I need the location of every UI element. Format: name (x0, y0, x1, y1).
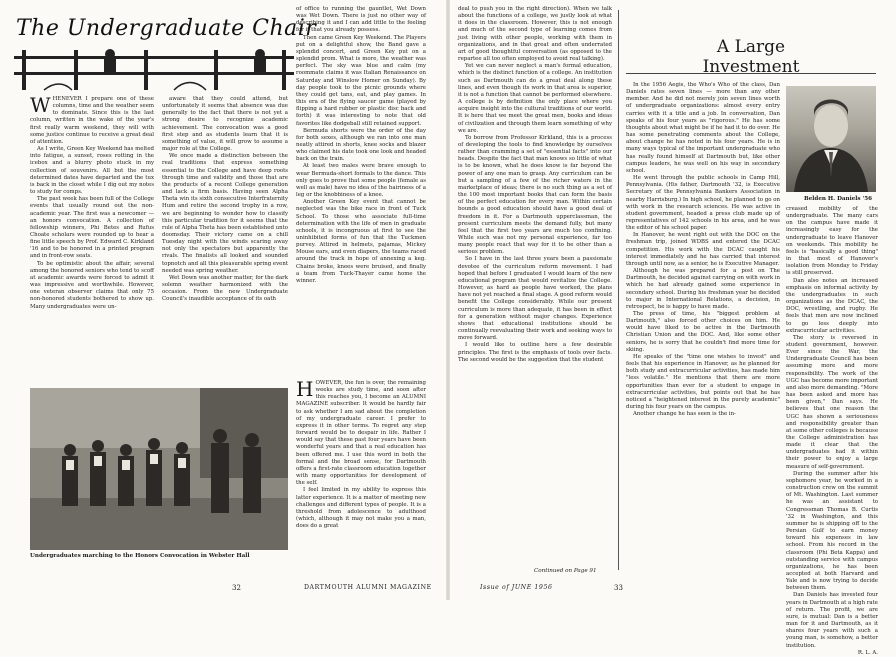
paragraph: creased mobility of the undergraduate. The many cars on the campus have made it increasingly easy for the undergraduate to leave Hanover on weekends. This mobility he feels is "basically a good thing" in that most of Hanover's isolation from Monday to Friday is still preserved. (786, 206, 878, 277)
paragraph: I feel limited in my ability to express this latter experience. It is a matter of meeting new challenges and different types of people. It is a threshold from adolescence to adulthood (which, although it may not make you a man, does do a great (296, 487, 426, 530)
paragraph: aware that they could attend, but unfortunately it seems that absence was due generally to the fact that there is not yet a strong desire to recognize academic achievement. The convocation was a good first step and as students learn that it is something of value, it will grow to assume a major role at the College. (162, 96, 288, 153)
left-page (0, 0, 448, 600)
drop-cap: W (30, 93, 51, 117)
paragraph: Bermuda shorts were the order of the day for both sexes, although we ran into one man neatly attired in shorts, knee socks and blazer who claimed his date took one look and headed back on the train. (296, 127, 426, 163)
paragraph: The press of time, his "biggest problem at Dartmouth," also forced other choices on him. He would have liked to be active in the Dartmouth Christian Union and the DOC. And, like some other seniors, he is sorry that he couldn't find more time for skiing. (626, 311, 780, 353)
paragraph: Another Green Key event that cannot be neglected was the bike race in front of Tuck School. To those who associate full-time determination with the life of men in graduate schools, it is incongruous at first to see the uninhibited forms of fun that the Tuckmen purvey. Attired in helmets, pajamas, Mickey Mouse ears, and even diapers, the teams raced around the track in hope of annexing a keg. Chains broke, knees were bruised, and finally a team from Tuck-Thayer came home the winner. (296, 199, 426, 284)
page-number: 32 (232, 584, 241, 592)
paragraph: Wet Down was another matter, for the dark solemn weather harmonized with the occasion. From the new Undergraduate Council's inaudible acceptance of its oath (162, 274, 288, 303)
drop-cap: H (296, 377, 314, 401)
left-column-2 (162, 96, 288, 382)
continued-note: Continued on Page 91 (534, 568, 597, 574)
article-title-line-2: Investment (702, 57, 800, 77)
box-rule-left (618, 10, 619, 570)
article-heading (626, 12, 876, 77)
photo-caption: Undergraduates marching to the Honors Convocation in Webster Hall (30, 553, 250, 559)
paragraph: To be optimistic about the affair, several among the honored seniors who tend to scoff at academic awards were forced to admit it was impressive and worthwhile. However, one veteran observer claims that only 75 non-honored students bothered to show up. Many undergraduates were un- (30, 260, 154, 310)
paragraph: Another change he has seen is the in- (633, 411, 736, 418)
portrait-photo (786, 86, 876, 192)
paragraph: OWEVER, the fun is over, the remaining weeks are study time, and soon after this reaches you, I become an ALUMNI MAGAZINE subscriber. It would be hardly fair to ask whether I am sad about the completion of my undergraduate career. I prefer to express it in other terms. To regret any step forward would be to despair in life. Rather I would say that these past four years have been wonderful years and that a real education has been offered me. I use this word in both the formal and the broad sense, for Dartmouth offers a first-rate classroom education together with many opportunities for development of the self. (296, 380, 426, 487)
right-column-3 (786, 206, 879, 656)
left-column-3-continuation (296, 377, 426, 576)
portrait-caption: Belden H. Daniels '56 (804, 196, 873, 202)
paragraph: In Hanover, he went right out with the DOC on the freshman trip, joined WDBS and entered the DCAC competition. His work with the DCAC caught his interest immediately and he has carried that interest through until now, as a senior, he is Executive Manager. (626, 232, 780, 267)
paragraph: During the summer after his sophomore year, he worked in a construction crew on the summit of Mt. Washington. Last summer he was an assistant to Congressman Thomas B. Curtis '32 in Washington, and this summer he is shipping off to the Persian Gulf to earn money toward his expenses in law school. From his record in the classroom (Phi Beta Kappa) and outstanding service with campus organizations, he has been accepted at both Harvard and Yale and is now trying to decide between them. (786, 470, 878, 592)
paragraph: In the 1956 Aegis, the Who's Who of the class, Dan Daniels rates seven lines — more than any other member. And he did not merely join seven lines worth of undergraduate organizations: almost every entry carries with it a title and a job. In conversation, Dan speaks of his four years as "rigorous." He has some thoughts about what might be if he had it to do over. He has some penetrating comments about the College, about change he has noted in his four years. He is in many ways typical of the important undergraduate who has really found himself at Dartmouth but, like other campus leaders, he was well on his way in secondary school. (626, 82, 780, 174)
magazine-footer: DARTMOUTH ALUMNI MAGAZINE (304, 584, 432, 591)
portrait-image (786, 86, 876, 192)
paragraph: He speaks of the "time one wishes to invest" and feels that his experience in Hanover, as he planned for both study and extracurricular activities, has made him "less volatile." He mentions that there are more opportunities than ever for a student to engage in extracurricular activities, but points out that he has noticed a "heightened interest in the purely academic" during his four years on the campus. (626, 353, 780, 411)
author-initials: R. L. A. (857, 649, 878, 656)
paragraph: Although he was prepared for a post on The Dartmouth, he decided against carrying on with work in which he had already gained some experience in secondary school. During his freshman year he decided to major in International Relations, a decision, in retrospect, he is happy to have made. (626, 268, 780, 310)
paragraph: I would like to outline here a few desirable principles. The first is the emphasis of tools over facts. The second would be the suggestion that the student (458, 342, 612, 363)
paragraph: The story is reversed in student government, however. Ever since the War, the Undergraduate Council has been assuming more and more responsibility. The work of the UGC has become more important and also more demanding. "More has been asked and more has been given," Dan says. He believes that one reason the UGC has shown a seriousness and responsibility greater than at some other colleges is because the College administration has made it clear that the undergraduates had it within their power to enjoy a large measure of self-government. (786, 334, 879, 470)
left-column-3 (296, 6, 426, 378)
convocation-photo (30, 388, 288, 550)
page-number: 33 (614, 584, 623, 592)
issue-footer: Issue of JUNE 1956 (480, 584, 553, 591)
paragraph: As I write, Green Key Weekend has melted into fatigue, a sunset, roses rotting in the icebox and a blurry photo stuck in my collection of souvenirs. All but the most determined dates have departed and the tux is back in the closet while I dig out my notes to study for comps. (30, 146, 154, 196)
column-title: The Undergraduate Chair (16, 16, 317, 41)
paragraph: We once made a distinction between the real traditions that express something essential to the College and have deep roots through time and validity and those that are the products of a recent College generation and lack a firm basis. Having seen Alpha Theta win its sixth consecutive Interfraternity Hum and retire the second trophy in a row, we are beginning to wonder how to classify this particular tradition for it seems that the rule of Alpha Theta has been established unto doomsday. Their victory came on a chill Tuesday night with the winds scaring away not only the spectators but apparently the rivals. The finalists all looked and sounded topnotch and all this pleasurable spring event needed was spring weather. (162, 153, 288, 274)
left-column-1 (30, 93, 154, 382)
article-title-line-1: A Large (716, 37, 786, 57)
paragraph: The past week has been full of the College events that usually round out the non-academic year. The first was a newcomer — an honors convocation. A collection of fellowship winners, Phi Betes and Rufus Choate scholars were rounded up to hear a fine little speech by Prof. Edward C. Kirkland '16 and to be honored in a printed program and in front-row seats. (30, 196, 154, 260)
right-page (448, 0, 896, 656)
paragraph: Then came Green Key Weekend. The Players put on a delightful show, the Band gave a splendid concert, and Green Key put on a splendid prom. What is more, the weather was perfect. The sky was blue and calm (my roommate claims it was Italian Renaissance on Saturday and Winslow Homer on Sunday). By day people took to the picnic grounds where they could get tans, eat, and play games. In this era of the flying saucer game (played by flipping a hard rubber or plastic disc back and forth) it was interesting to note that old favorites like dodgeball still retained support. (296, 34, 426, 127)
paragraph: HENEVER I prepare one of these columns, time and the weather seem to dominate. Since this is the last column, written in the wake of the year's first really warm weekend, they will with some justice continue to receive a great deal of attention. (30, 96, 154, 145)
paragraph: At least two males were brave enough to wear Bermuda-short formals to the dance. This only goes to prove that some people (female as well as male) have no idea of the hairiness of a leg or the knobbiness of a knee. (296, 163, 426, 199)
paragraph: He went through the public schools in Camp Hill, Pennsylvania. (His father, Dartmouth '32, is Executive Secretary of the Pennsylvania Bankers Association in nearby Harrisburg.) In high school, he planned to go on with work in the research sciences. He was active in student government, headed a press club made up of representatives of 142 schools in his area, and he was the editor of his school paper. (626, 175, 780, 232)
paragraph: Yet we can never neglect a man's formal education, which is the distinct function of a college. An institution such as Dartmouth can do a great deal along these lines, and even though its work in that area is superior, it is not a function that cannot be performed elsewhere. A college is by definition the only place where you acquire insight into the cultural traditions of our world. It is here that we meet the great men, books and ideas of civilization and through them learn something of why we are. (458, 63, 612, 134)
paragraph: Dan also notes an increased emphasis on informal activity by the undergraduates in such organizations as the DCAC, the DOC, wrestling, and rugby. He feels that men are now inclined to go less deeply into extracurricular activities. (786, 277, 878, 334)
paragraph: To borrow from Professor Kirkland, this is a process of developing the tools to find knowledge by ourselves rather than cramming a set of "essential facts" into our heads. Despite the fact that man knows so little of what is to be known, what he does know is far beyond the power of any one man to grasp. Any curriculum can be but a sampling of a few of the richer waters in the marketplace of ideas; there is no such thing as a set of the 100 most important books that can form the basis of the perfect education for every man. Within certain bounds a good education should have a good deal of freedom in it. For a Dartmouth upperclassman, the present curriculum meets the demand fully, but many feel that the first two years are much too confining. While such was not my personal experience, far too many people react that way for it to be other than a serious problem. (458, 134, 612, 256)
right-column-1 (458, 6, 612, 566)
paragraph: So I have in the last three years been a passionate devotee of the curriculum reform movement. I had hoped that before I graduated I would learn of the new educational program that would revitalize the College. However, as hard as people have worked, the plans have not yet reached a final stage. A good reform would benefit the College considerably. While our present curriculum is more than adequate, it has been in effect for a generation without major changes. Experience shows that educational institutions should be continually reevaluating their work and seeking ways to move forward. (458, 256, 612, 342)
marching-students-image (30, 388, 288, 550)
title-fence-illustration (14, 46, 294, 92)
right-column-2 (626, 82, 780, 582)
paragraph: deal to push you in the right direction). When we talk about the functions of a college, we justly look at what it does in the classroom. However, this is not enough and much of the second type of learning comes from just living with other people, working with them in organizations, and in that great and often underrated art of good thoughtful conversation (as opposed to the repartee all too often employed to avoid real talking). (458, 6, 612, 63)
paragraph: of office to running the gauntlet, Wet Down was Wet Down. There is just no other way of describing it and I can add little to the feeling for it that you already possess. (296, 6, 426, 34)
paragraph: Dan Daniels has invested four years in Dartmouth at a high rate of return. The profit, we are sure, is mutual: Dan is a better man for it and Dartmouth, as it shares four years with such a young man, is somehow, a better institution. (786, 592, 878, 649)
